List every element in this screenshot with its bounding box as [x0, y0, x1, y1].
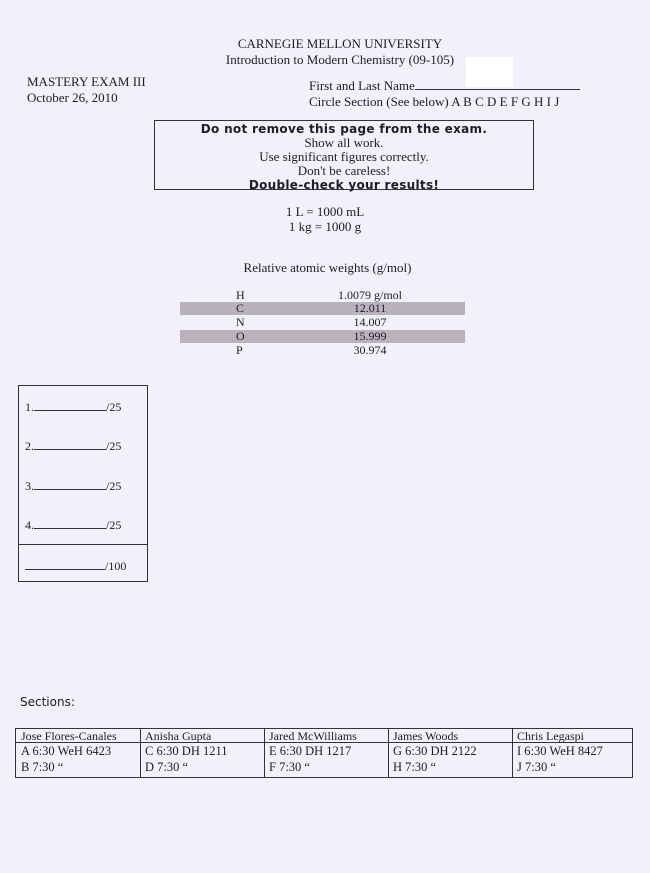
question-number: 1. — [25, 400, 34, 414]
score-box — [18, 385, 148, 582]
total-blank[interactable] — [25, 560, 105, 570]
column-divider — [264, 742, 388, 743]
element-symbol: C — [236, 301, 245, 315]
column-divider — [16, 742, 140, 743]
section-time-2: J 7:30 “ — [517, 760, 556, 774]
instructor-name: Jose Flores-Canales — [21, 729, 117, 743]
max-points: /25 — [106, 518, 122, 532]
section-column — [388, 729, 512, 777]
element-weight: 30.974 — [353, 343, 387, 357]
element-symbol: N — [236, 315, 245, 329]
weight-row — [180, 344, 465, 357]
conversion-liter: 1 L = 1000 mL — [285, 204, 365, 219]
column-divider — [140, 742, 264, 743]
section-column — [512, 729, 632, 777]
instructor-name: James Woods — [393, 729, 459, 743]
weight-row — [180, 330, 465, 343]
exam-date: October 26, 2010 — [27, 90, 118, 105]
max-points: /25 — [106, 400, 122, 414]
score-blank[interactable] — [34, 480, 106, 490]
sections-table — [15, 728, 633, 778]
element-symbol: O — [236, 329, 245, 343]
section-time-2: F 7:30 “ — [269, 760, 310, 774]
weight-row — [180, 289, 465, 302]
section-time-1: I 6:30 WeH 8427 — [517, 744, 603, 758]
redaction-patch — [466, 57, 513, 87]
atomic-weights-title: Relative atomic weights (g/mol) — [243, 260, 412, 275]
unit-conversions — [250, 204, 400, 234]
element-weight: 15.999 — [353, 329, 387, 343]
name-field-row[interactable] — [309, 78, 580, 94]
student-info — [309, 78, 580, 110]
element-symbol: H — [236, 288, 245, 302]
element-weight: 12.011 — [353, 301, 387, 315]
section-letters[interactable]: A B C D E F G H I J — [451, 94, 560, 109]
column-divider — [512, 742, 632, 743]
notice-box — [154, 120, 534, 190]
section-column — [16, 729, 140, 777]
section-time-1: C 6:30 DH 1211 — [145, 744, 228, 758]
score-divider — [19, 544, 147, 545]
weight-row — [180, 316, 465, 329]
score-total-row[interactable] — [25, 559, 126, 573]
score-blank[interactable] — [34, 519, 106, 529]
notice-line-4: Don't be careless! — [297, 163, 391, 178]
section-time-1: G 6:30 DH 2122 — [393, 744, 477, 758]
score-blank[interactable] — [34, 440, 106, 450]
max-points: /25 — [106, 439, 122, 453]
university-name: CARNEGIE MELLON UNIVERSITY — [237, 36, 443, 51]
notice-line-2: Show all work. — [304, 135, 384, 150]
section-column — [140, 729, 264, 777]
element-weight: 14.007 — [353, 315, 387, 329]
score-row-4[interactable] — [25, 518, 121, 532]
score-row-1[interactable] — [25, 400, 121, 414]
element-weight: 1.0079 g/mol — [337, 288, 402, 302]
section-time-2: B 7:30 “ — [21, 760, 64, 774]
exam-info — [27, 74, 146, 106]
notice-line-1: Do not remove this page from the exam. — [200, 122, 488, 136]
sections-title: Sections: — [20, 695, 75, 709]
score-blank[interactable] — [34, 401, 106, 411]
element-symbol: P — [236, 343, 243, 357]
name-label: First and Last Name — [309, 78, 415, 93]
question-number: 3. — [25, 479, 34, 493]
section-time-2: H 7:30 “ — [393, 760, 437, 774]
course-title: Introduction to Modern Chemistry (09-105) — [225, 52, 455, 67]
score-row-3[interactable] — [25, 479, 121, 493]
notice-line-5: Double-check your results! — [248, 178, 440, 192]
instructor-name: Jared McWilliams — [269, 729, 357, 743]
section-label: Circle Section (See below) — [309, 94, 449, 109]
section-column — [264, 729, 388, 777]
instructor-name: Anisha Gupta — [145, 729, 212, 743]
section-time-1: E 6:30 DH 1217 — [269, 744, 352, 758]
score-row-2[interactable] — [25, 439, 121, 453]
section-field-row — [309, 94, 580, 110]
notice-line-3: Use significant figures correctly. — [259, 149, 429, 164]
instructor-name: Chris Legaspi — [517, 729, 584, 743]
column-divider — [388, 742, 512, 743]
exam-title: MASTERY EXAM III — [27, 74, 146, 89]
max-points: /25 — [106, 479, 122, 493]
section-time-1: A 6:30 WeH 6423 — [21, 744, 112, 758]
conversion-kilogram: 1 kg = 1000 g — [288, 219, 362, 234]
question-number: 4. — [25, 518, 34, 532]
section-time-2: D 7:30 “ — [145, 760, 189, 774]
question-number: 2. — [25, 439, 34, 453]
weight-row — [180, 302, 465, 315]
total-points: /100 — [105, 559, 127, 573]
